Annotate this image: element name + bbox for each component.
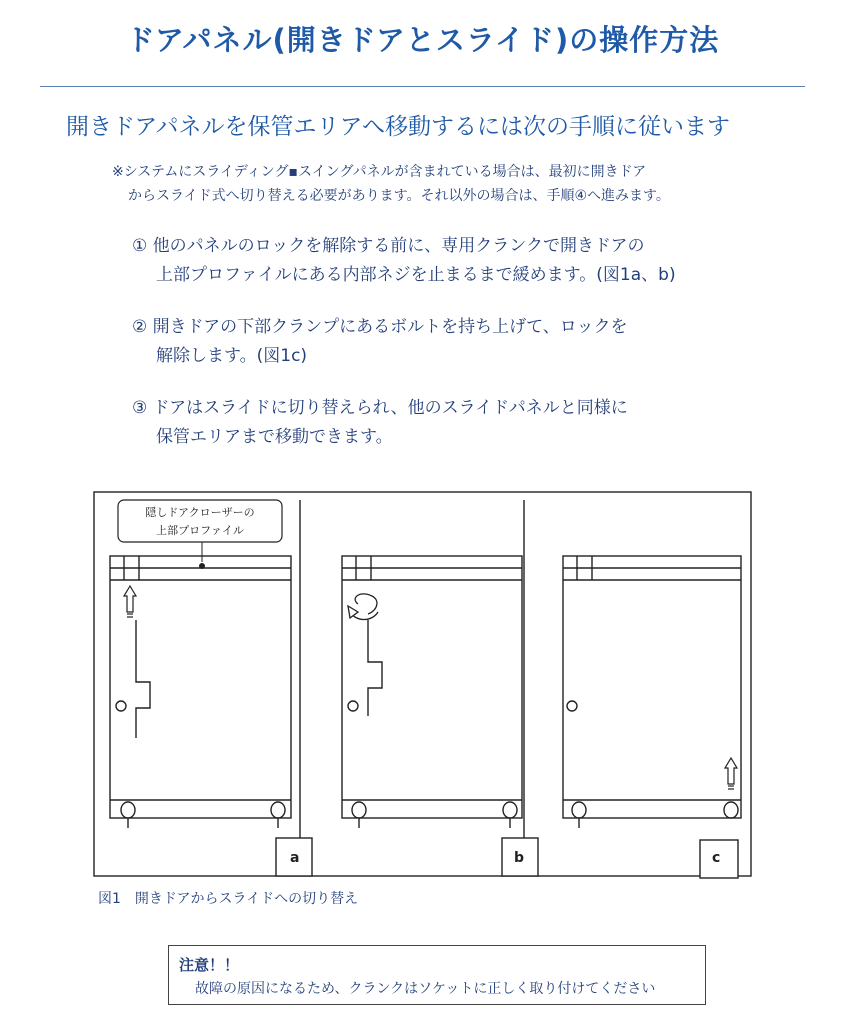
step-3-line-2: 保管エリアまで移動できます。 [156,427,393,447]
figure-caption: 図1 開きドアからスライドへの切り替え [98,891,359,907]
up-arrow-icon [124,586,136,617]
warning-body: 故障の原因になるため、クランクはソケットに正しく取り付けてください [195,981,656,997]
door-panel-b [342,556,522,828]
note-line-1: ※システムにスライディング▪スイングパネルが含まれている場合は、最初に開きドア [112,164,647,180]
step-1-line-2: 上部プロファイルにある内部ネジを止まるまで緩めます。(図1a、b) [156,265,676,285]
step-2-line-1: ② 開きドアの下部クランプにあるボルトを持ち上げて、ロックを [132,317,628,337]
warning-box [168,945,706,1005]
page-title: ドアパネル(開きドアとスライド)の操作方法 [125,23,720,57]
callout-line-1: 隠しドアクローザーの [145,506,255,519]
callout-dot [199,563,205,569]
figure-label-b: b [514,850,525,866]
rotate-arrow-icon [348,594,378,620]
section-subtitle: 開きドアパネルを保管エリアへ移動するには次の手順に従います [66,114,731,140]
up-arrow-icon-c [725,758,737,789]
warning-heading: 注意！！ [179,956,240,974]
note-line-2: からスライド式へ切り替える必要があります。それ以外の場合は、手順④へ進みます。 [128,188,670,204]
door-panel-a [110,556,291,828]
figure-label-c: c [712,850,721,866]
step-2-line-2: 解除します。(図1c) [156,346,308,366]
door-panel-c [563,556,741,828]
step-1-line-1: ① 他のパネルのロックを解除する前に、専用クランクで開きドアの [132,236,645,256]
callout-line-2: 上部プロファイル [156,524,244,537]
figure-label-a: a [290,850,300,866]
step-3-line-1: ③ ドアはスライドに切り替えられ、他のスライドパネルと同様に [132,398,628,418]
